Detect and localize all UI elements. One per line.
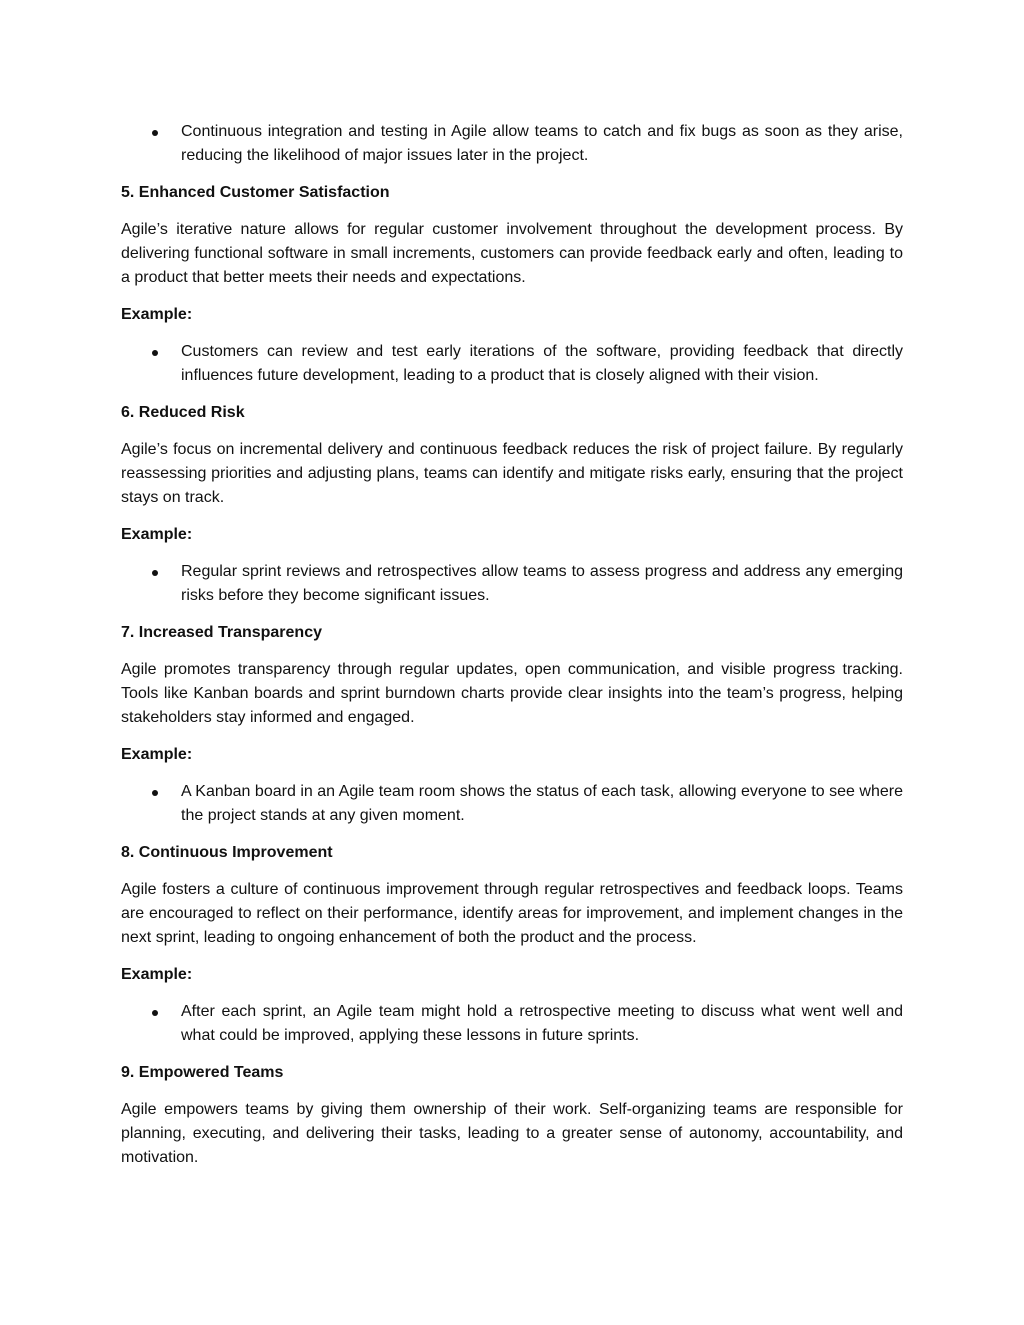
list-item xyxy=(121,1000,903,1048)
example-bullet-list xyxy=(121,560,903,608)
intro-bullet-list xyxy=(121,120,903,168)
bullet-icon xyxy=(152,1010,158,1016)
example-bullet-list xyxy=(121,780,903,828)
section-paragraph: Agile’s focus on incremental delivery and continuous feedback reduces the risk of project failure. By regularly reassessing priorities and adjusting plans, teams can identify and mitigate risks early, ensuring that the project stays on track. xyxy=(121,441,903,506)
list-item xyxy=(121,780,903,828)
example-label: Example: xyxy=(121,746,193,763)
bullet-icon xyxy=(152,350,158,356)
bullet-text: Customers can review and test early iterations of the software, providing feedback that directly influences future development, leading to a product that is closely aligned with their vision. xyxy=(181,343,903,384)
list-item xyxy=(121,560,903,608)
section-paragraph: Agile fosters a culture of continuous improvement through regular retrospectives and feedback loops. Teams are encouraged to reflect on their performance, identify areas for improvement, and implement changes in the next sprint, leading to ongoing enhancement of both the product and the process. xyxy=(121,881,903,946)
section-heading-increased-transparency: 7. Increased Transparency xyxy=(121,624,322,641)
bullet-icon xyxy=(152,790,158,796)
section-heading-continuous-improvement: 8. Continuous Improvement xyxy=(121,844,333,861)
section-heading-customer-satisfaction: 5. Enhanced Customer Satisfaction xyxy=(121,184,390,201)
section-paragraph: Agile empowers teams by giving them ownership of their work. Self-organizing teams are responsible for planning, executing, and delivering their tasks, leading to a greater sense of autonomy, accountability, and motivation. xyxy=(121,1101,903,1166)
example-label: Example: xyxy=(121,966,193,983)
section-paragraph: Agile promotes transparency through regular updates, open communication, and visible progress tracking. Tools like Kanban boards and sprint burndown charts provide clear insights into the team’s progress, helping stakeholders stay informed and engaged. xyxy=(121,661,903,726)
bullet-icon xyxy=(152,130,158,136)
section-heading-reduced-risk: 6. Reduced Risk xyxy=(121,404,245,421)
example-label: Example: xyxy=(121,306,193,323)
bullet-text: Continuous integration and testing in Agile allow teams to catch and fix bugs as soon as they arise, reducing the likelihood of major issues later in the project. xyxy=(181,123,903,164)
bullet-text: Regular sprint reviews and retrospectives allow teams to assess progress and address any emerging risks before they become significant issues. xyxy=(181,563,903,604)
section-heading-empowered-teams: 9. Empowered Teams xyxy=(121,1064,284,1081)
bullet-text: After each sprint, an Agile team might hold a retrospective meeting to discuss what went well and what could be improved, applying these lessons in future sprints. xyxy=(181,1003,903,1044)
document-page xyxy=(121,120,903,1183)
list-item xyxy=(121,120,903,168)
example-bullet-list xyxy=(121,340,903,388)
bullet-text: A Kanban board in an Agile team room shows the status of each task, allowing everyone to see where the project stands at any given moment. xyxy=(181,783,903,824)
bullet-icon xyxy=(152,570,158,576)
section-paragraph: Agile’s iterative nature allows for regular customer involvement throughout the development process. By delivering functional software in small increments, customers can provide feedback early and often, leading to a product that better meets their needs and expectations. xyxy=(121,221,903,286)
list-item xyxy=(121,340,903,388)
example-bullet-list xyxy=(121,1000,903,1048)
example-label: Example: xyxy=(121,526,193,543)
